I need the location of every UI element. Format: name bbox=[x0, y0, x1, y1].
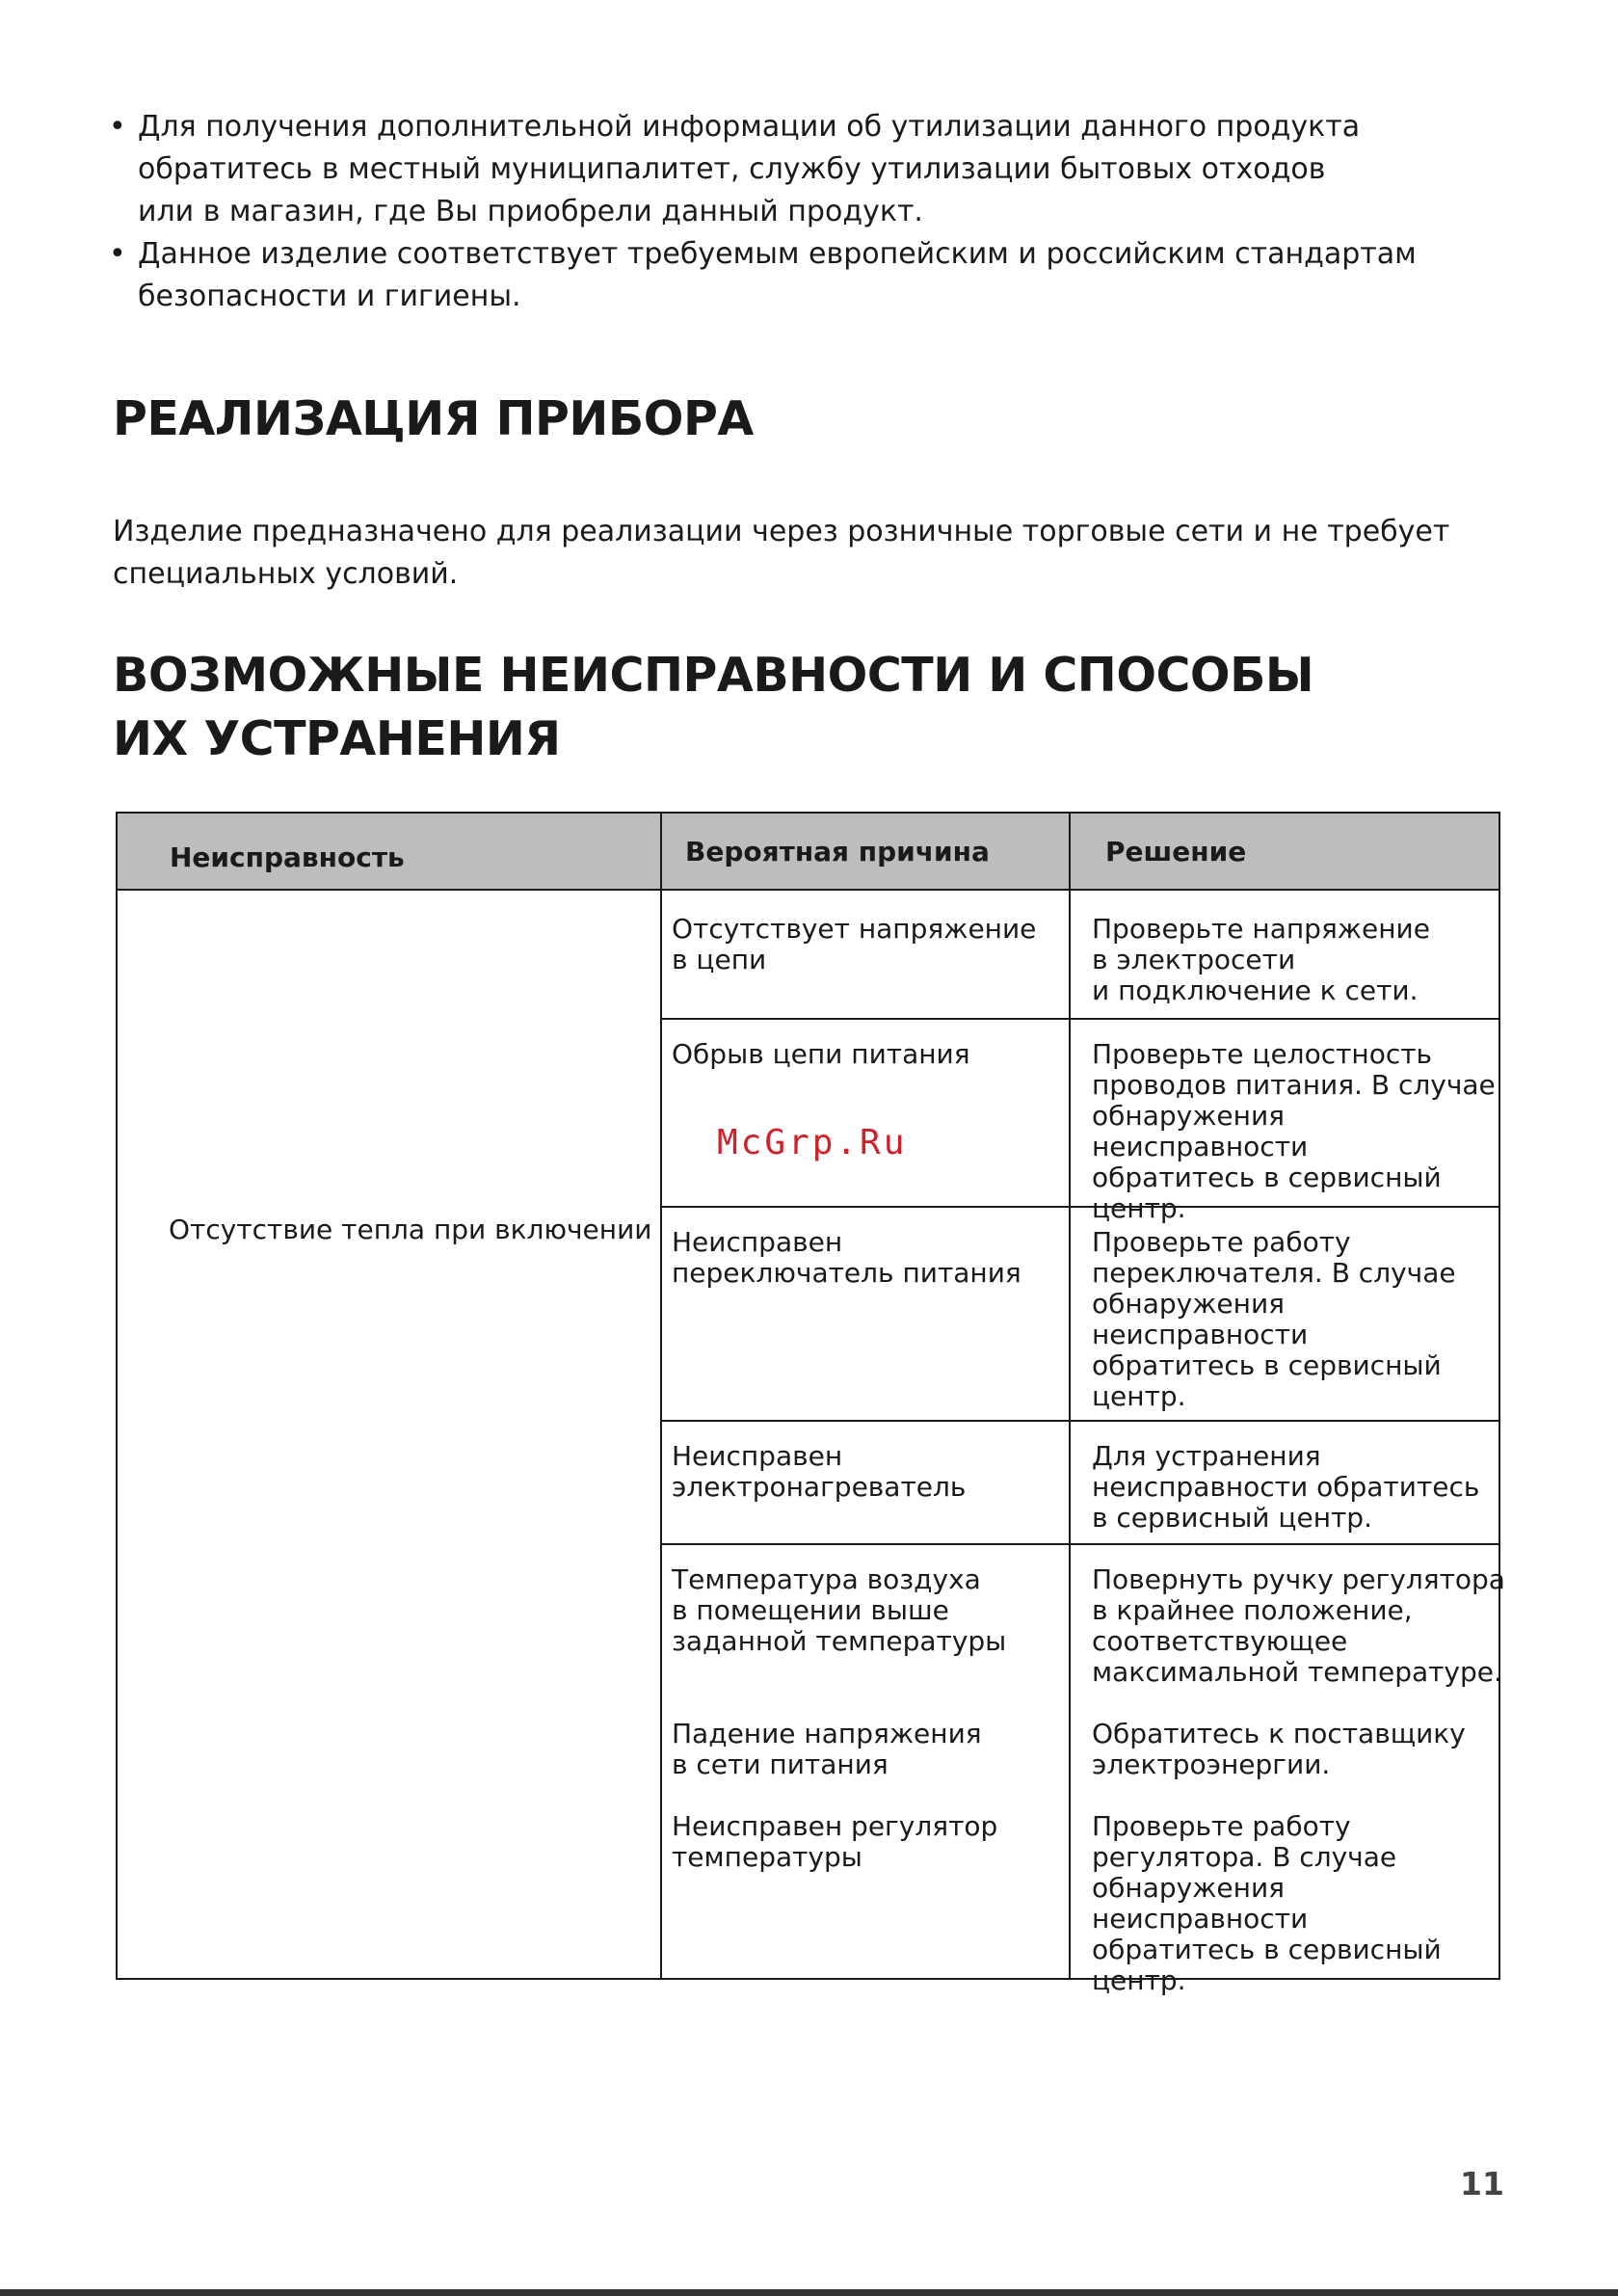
bullet-marker: • bbox=[109, 237, 126, 271]
table-row bbox=[662, 1208, 1499, 1422]
cause-cell: Обрыв цепи питания bbox=[672, 1038, 970, 1070]
table-header bbox=[118, 814, 1499, 891]
solution-cell: Проверьте работу регулятора. В случае обнаружения неисправности обратитесь в сервисный центр. bbox=[1092, 1810, 1442, 1996]
bullet-marker: • bbox=[109, 110, 126, 144]
cause-cell: Неисправен регулятор температуры bbox=[672, 1810, 998, 1873]
watermark: McGrp.Ru bbox=[717, 1123, 908, 1162]
troubleshooting-table bbox=[116, 812, 1505, 1996]
header-solution: Решение bbox=[1105, 835, 1247, 868]
solution-cell: Проверьте работу переключателя. В случае обнаружения неисправности обратитесь в сервисный центр. bbox=[1092, 1226, 1456, 1412]
info-bullet-list bbox=[109, 106, 1477, 318]
cause-cell: Температура воздуха в помещении выше заданной температуры bbox=[672, 1563, 1007, 1657]
table-row bbox=[662, 1422, 1499, 1545]
cause-cell: Отсутствует напряжение в цепи bbox=[672, 913, 1037, 975]
cause-cell: Неисправен переключатель питания bbox=[672, 1226, 1021, 1289]
solution-cell: Для устранения неисправности обратитесь в сервисный центр. bbox=[1092, 1440, 1480, 1534]
bullet-item bbox=[109, 106, 1477, 233]
solution-cell: Проверьте целостность проводов питания. В случае обнаружения неисправности обратитесь в сервисный центр. bbox=[1092, 1038, 1496, 1224]
table-row bbox=[662, 889, 1499, 1020]
problem-cell: Отсутствие тепла при включении bbox=[169, 1214, 652, 1245]
page-number: 11 bbox=[1460, 2165, 1504, 2203]
header-cause: Вероятная причина bbox=[685, 835, 990, 868]
cause-cell: Падение напряжения в сети питания bbox=[672, 1718, 982, 1780]
solution-cell: Проверьте напряжение в электросети и подключение к сети. bbox=[1092, 913, 1430, 1006]
bullet-text: Данное изделие соответствует требуемым европейским и российским стандартам безопасности и гигиены. bbox=[138, 237, 1417, 313]
solution-cell: Обратитесь к поставщику электроэнергии. bbox=[1092, 1718, 1466, 1780]
bullet-item bbox=[109, 233, 1477, 318]
sale-paragraph: Изделие предназначено для реализации через розничные торговые сети и не требует специальных условий. bbox=[113, 515, 1450, 591]
sale-heading: РЕАЛИЗАЦИЯ ПРИБОРА bbox=[113, 391, 754, 446]
faults-heading-line2: ИХ УСТРАНЕНИЯ bbox=[113, 711, 561, 766]
faults-heading bbox=[113, 644, 1366, 771]
bullet-text: Для получения дополнительной информации об утилизации данного продукта обратитесь в местный муниципалитет, службу утилизации бытовых отходов или в магазин, где Вы приобрели данный продукт. bbox=[138, 110, 1361, 228]
table-row bbox=[662, 1020, 1499, 1224]
header-problem: Неисправность bbox=[170, 841, 405, 873]
table-row-group bbox=[662, 1545, 1505, 1996]
faults-heading-line1: ВОЗМОЖНЫЕ НЕИСПРАВНОСТИ И СПОСОБЫ bbox=[113, 648, 1314, 703]
cause-cell: Неисправен электронагреватель bbox=[672, 1440, 967, 1503]
solution-cell: Повернуть ручку регулятора в крайнее положение, соответствующее максимальной температуре. bbox=[1092, 1563, 1505, 1688]
bottom-rule bbox=[0, 2289, 1618, 2296]
